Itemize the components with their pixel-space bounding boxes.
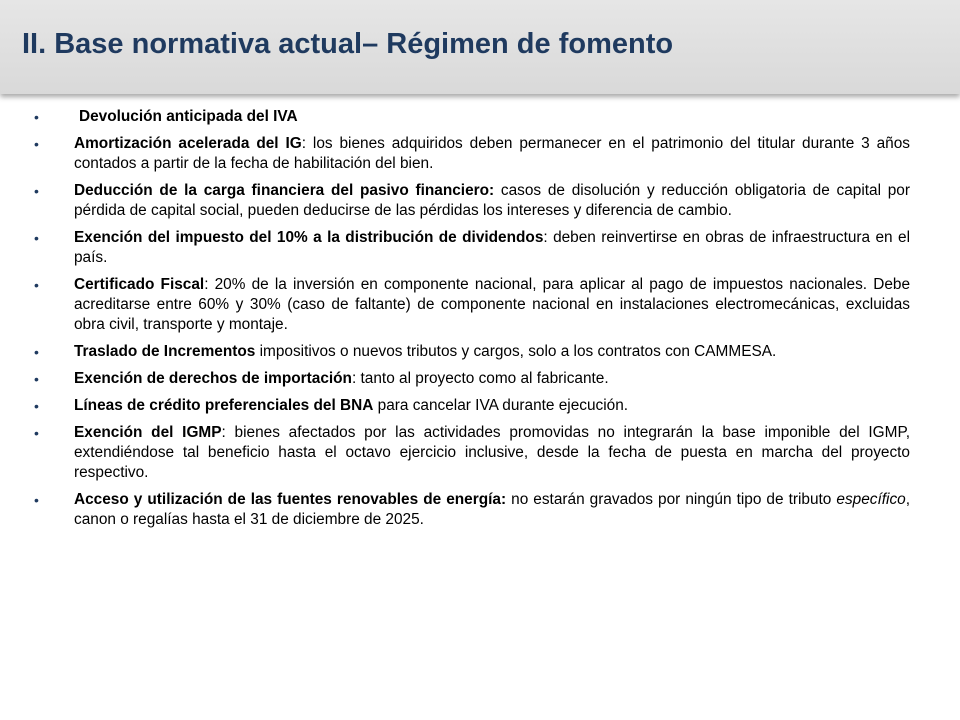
list-item [34,107,910,127]
list-item [34,134,910,174]
list-item [34,342,910,362]
bullet-icon: • [34,183,39,199]
item-text: : bienes afectados por las actividades promovidas no integrarán la base imponible del IGMP, extendiéndose tal beneficio hasta el octavo ejercicio inclusive, desde la fecha de puesta en marcha del proyecto respectivo. [74,424,910,481]
item-lead: Exención del impuesto del 10% a la distribución de dividendos [74,229,544,246]
bullet-icon: • [34,109,39,125]
item-lead: Exención del IGMP [74,424,222,441]
item-lead: Amortización acelerada del IG [74,135,302,152]
bullet-icon: • [34,230,39,246]
item-text-end: , canon o regalías hasta el 31 de diciembre de 2025. [74,491,910,528]
item-lead: Traslado de Incrementos [74,343,256,360]
bullet-icon: • [34,277,39,293]
item-lead: Deducción de la carga financiera del pasivo financiero: [74,182,495,199]
bullet-icon: • [34,136,39,152]
list-item [34,275,910,335]
item-text: impositivos o nuevos tributos y cargos, solo a los contratos con CAMMESA. [255,343,777,360]
bullet-icon: • [34,425,39,441]
item-text: : los bienes adquiridos deben permanecer en el patrimonio del titular durante 3 años contados a partir de la fecha de habilitación del bien. [74,135,910,172]
item-italic-text: específico [831,491,906,508]
item-text: : tanto al proyecto como al fabricante. [351,370,609,387]
item-lead: Certificado Fiscal [74,276,205,293]
bullet-icon: • [34,371,39,387]
list-item [34,490,910,530]
item-lead: Acceso y utilización de las fuentes renovables de energía: [74,491,507,508]
item-text: no estarán gravados por ningún tipo de tributo [506,491,832,508]
list-item [34,396,910,416]
title-bar [0,0,960,94]
slide-title: II. Base normativa actual– Régimen de fomento [22,28,674,60]
bullet-icon: • [34,398,39,414]
list-item [34,369,910,389]
bullet-icon: • [34,492,39,508]
bullet-icon: • [34,344,39,360]
list-item [34,181,910,221]
list-item [34,228,910,268]
item-text: : deben reinvertirse en obras de infraestructura en el país. [74,229,910,266]
item-text: casos de disolución y reducción obligatoria de capital por pérdida de capital social, pueden deducirse de las pérdidas los intereses y diferencia de cambio. [74,182,910,219]
item-lead: Líneas de crédito preferenciales del BNA [74,397,374,414]
item-text: : 20% de la inversión en componente nacional, para aplicar al pago de impuestos nacionales. Debe acreditarse entre 60% y 30% (caso de faltante) de componente nacional en instalaciones electromecánicas, excluidas obra civil, transporte y montaje. [74,276,911,333]
item-lead: Devolución anticipada del IVA [79,108,298,125]
list-item [34,423,910,483]
bullet-list [34,107,910,537]
item-lead: Exención de derechos de importación [74,370,352,387]
item-text: para cancelar IVA durante ejecución. [373,397,629,414]
